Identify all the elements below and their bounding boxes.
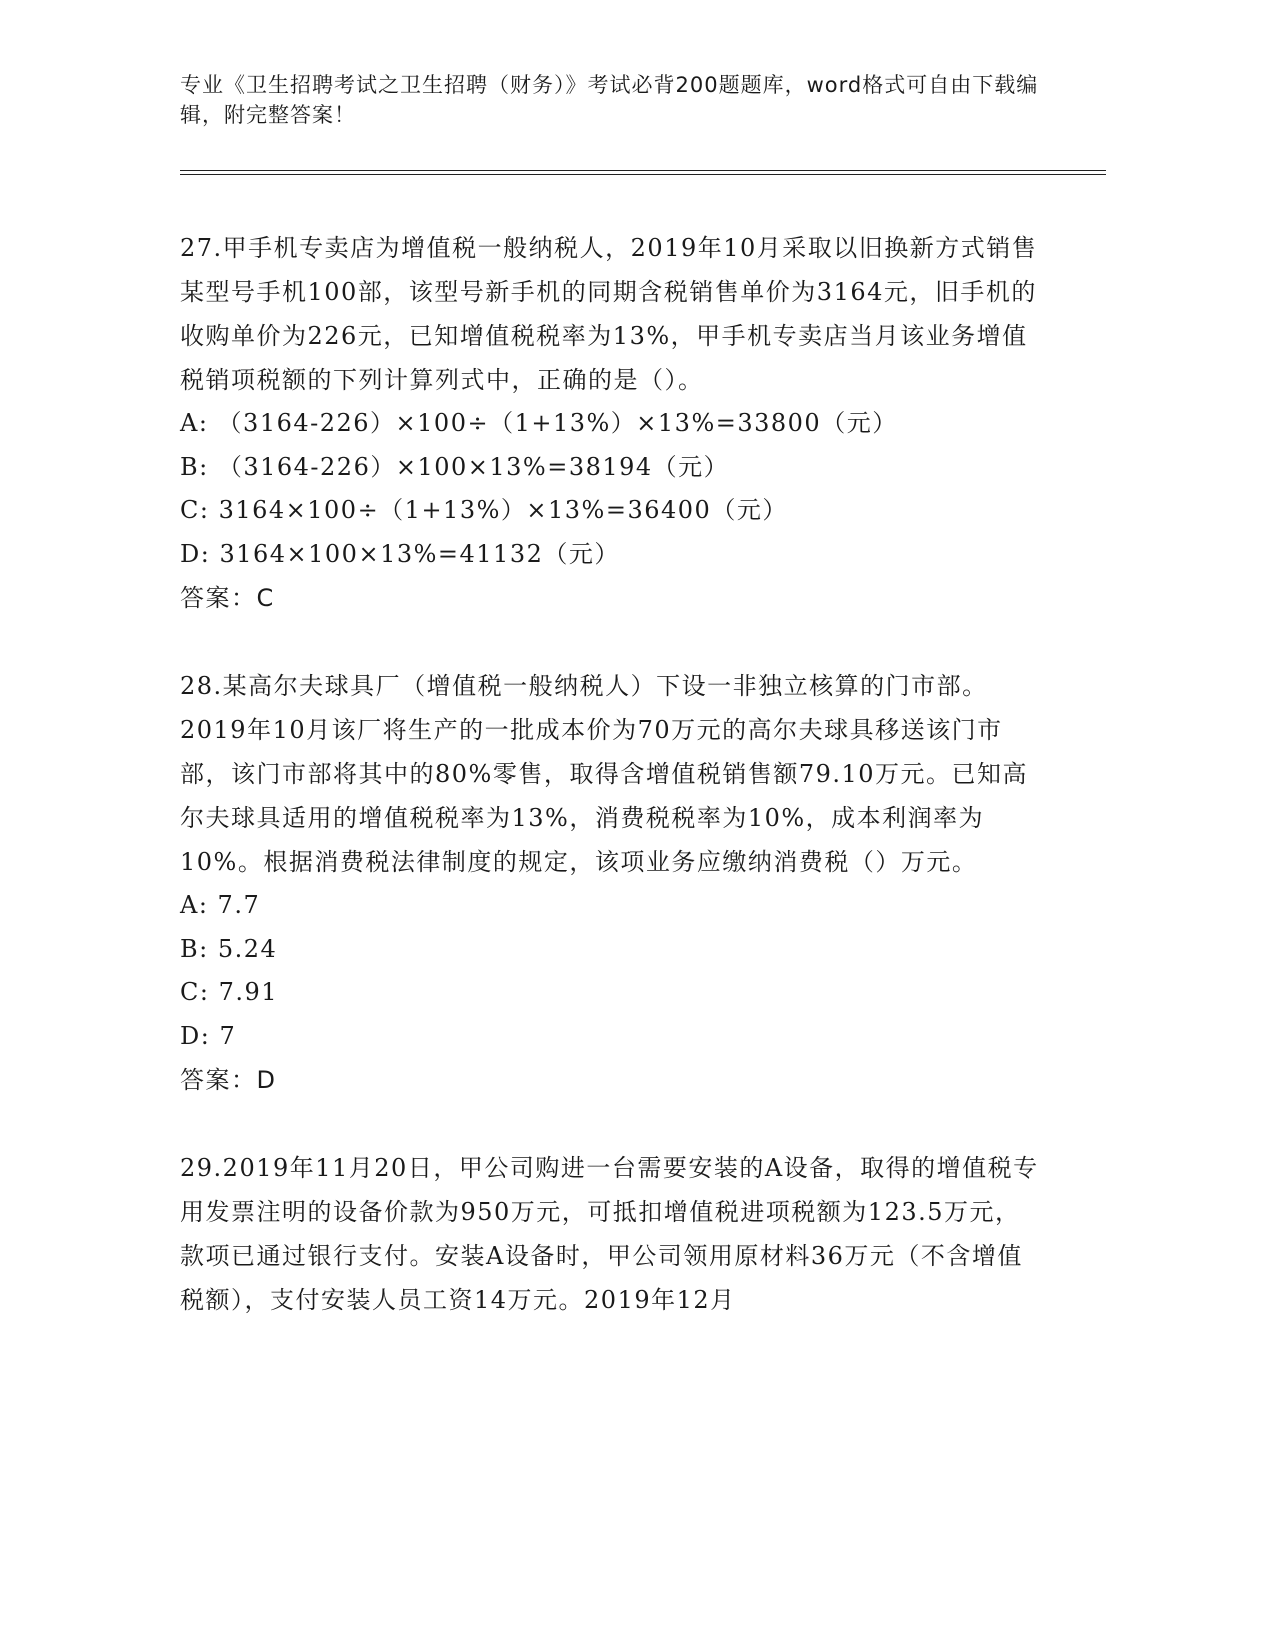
question-stem: 28.某高尔夫球具厂（增值税一般纳税人）下设一非独立核算的门市部。2019年10月该厂将生产的一批成本价为70万元的高尔夫球具移送该门市部，该门市部将其中的80%零售，取得含增值税销售额79.10万元。已知高尔夫球具适用的增值税税率为13%，消费税税率为10%，成本利润率为10%。根据消费税法律制度的规定，该项业务应缴纳消费税（）万元。 (180, 672, 1029, 876)
question-stem: 29.2019年11月20日，甲公司购进一台需要安装的A设备，取得的增值税专用发票注明的设备价款为950万元，可抵扣增值税进项税额为123.5万元，款项已通过银行支付。安装A设备时，甲公司领用原材料36万元（不含增值税额），支付安装人员工资14万元。2019年12月 (180, 1154, 1039, 1314)
option-c: C: 7.91 (180, 978, 279, 1006)
option-a: A: 7.7 (180, 891, 261, 919)
header-divider (180, 170, 1106, 175)
document-header: 专业《卫生招聘考试之卫生招聘（财务）》考试必背200题题库，word格式可自由下载编辑，附完整答案！ (180, 73, 1039, 127)
question-27 (180, 226, 1040, 620)
option-a: A: （3164-226）×100÷（1+13%）×13%=33800（元） (180, 409, 898, 437)
question-28 (180, 664, 1040, 1102)
question-stem: 27.甲手机专卖店为增值税一般纳税人，2019年10月采取以旧换新方式销售某型号手机100部，该型号新手机的同期含税销售单价为3164元，旧手机的收购单价为226元，已知增值税税率为13%，甲手机专卖店当月该业务增值税销项税额的下列计算列式中，正确的是（）。 (180, 234, 1038, 394)
option-c: C: 3164×100÷（1+13%）×13%=36400（元） (180, 496, 788, 524)
answer-line: 答案：D (180, 1066, 277, 1094)
option-d: D: 3164×100×13%=41132（元） (180, 539, 620, 568)
answer-line: 答案：C (180, 584, 275, 612)
option-b: B: 5.24 (180, 934, 278, 963)
option-d: D: 7 (180, 1021, 237, 1050)
question-29 (180, 1146, 1040, 1322)
option-b: B: （3164-226）×100×13%=38194（元） (180, 452, 730, 481)
question-list (180, 226, 1040, 1366)
